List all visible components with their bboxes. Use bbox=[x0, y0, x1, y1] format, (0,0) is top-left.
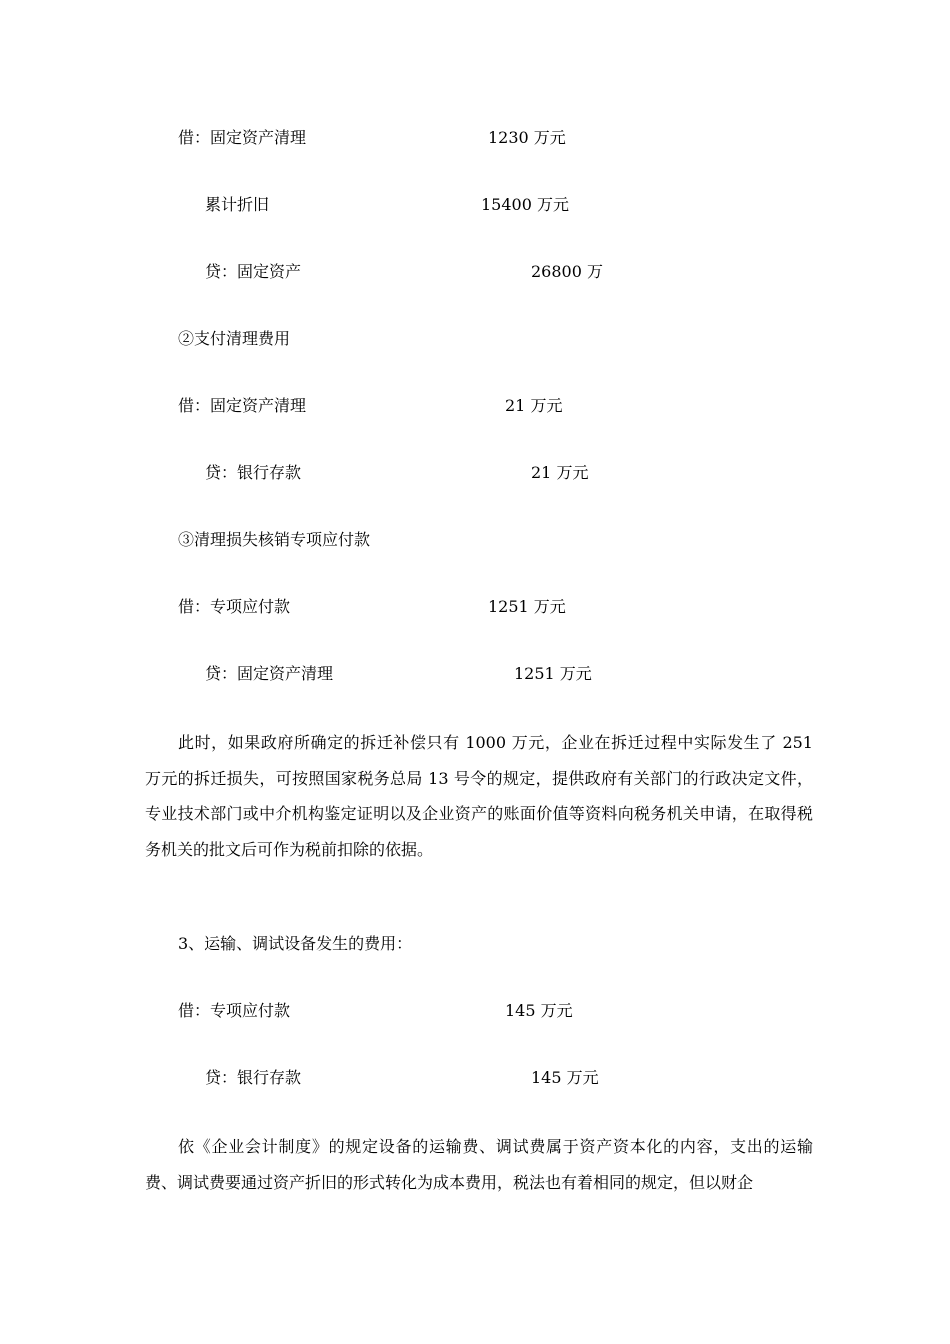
body-paragraph: 依《企业会计制度》的规定设备的运输费、调试费属于资产资本化的内容，支出的运输费、调试费要通过资产折旧的形式转化为成本费用，税法也有着相同的规定，但以财企 bbox=[145, 1137, 813, 1192]
entry-debit-account: 借：固定资产清理 bbox=[178, 128, 307, 147]
entry-debit-account: 借：固定资产清理 bbox=[178, 396, 307, 415]
entry-amount: 1251 万元 bbox=[488, 597, 566, 616]
entry-debit-account: 借：专项应付款 bbox=[178, 1001, 291, 1020]
entry-amount: 26800 万 bbox=[531, 262, 603, 281]
entry-amount: 21 万元 bbox=[505, 396, 563, 415]
entry-amount: 145 万元 bbox=[531, 1068, 599, 1087]
body-paragraph: 此时，如果政府所确定的拆迁补偿只有 1000 万元，企业在拆迁过程中实际发生了 251 万元的拆迁损失，可按照国家税务总局 13 号令的规定，提供政府有关部门的行政决定文件，专业技术部门或中介机构鉴定证明以及企业资产的账面价值等资料向税务机关申请，在取得税务机关的批文后可作为税前扣除的依据。 bbox=[145, 733, 813, 859]
entry-amount: 21 万元 bbox=[531, 463, 589, 482]
entry-credit-account: 贷：银行存款 bbox=[205, 1068, 302, 1087]
entry-amount: 1251 万元 bbox=[514, 664, 592, 683]
entry-credit-account: 贷：固定资产清理 bbox=[205, 664, 334, 683]
section-heading: 3、运输、调试设备发生的费用： bbox=[178, 934, 413, 953]
step-heading: ③清理损失核销专项应付款 bbox=[178, 530, 371, 549]
step-heading: ②支付清理费用 bbox=[178, 329, 291, 348]
entry-amount: 15400 万元 bbox=[481, 195, 569, 214]
entry-amount: 1230 万元 bbox=[488, 128, 566, 147]
entry-credit-account: 贷：银行存款 bbox=[205, 463, 302, 482]
entry-debit-account: 借：专项应付款 bbox=[178, 597, 291, 616]
entry-credit-account: 贷：固定资产 bbox=[205, 262, 302, 281]
entry-debit-account: 累计折旧 bbox=[205, 195, 270, 214]
entry-amount: 145 万元 bbox=[505, 1001, 573, 1020]
